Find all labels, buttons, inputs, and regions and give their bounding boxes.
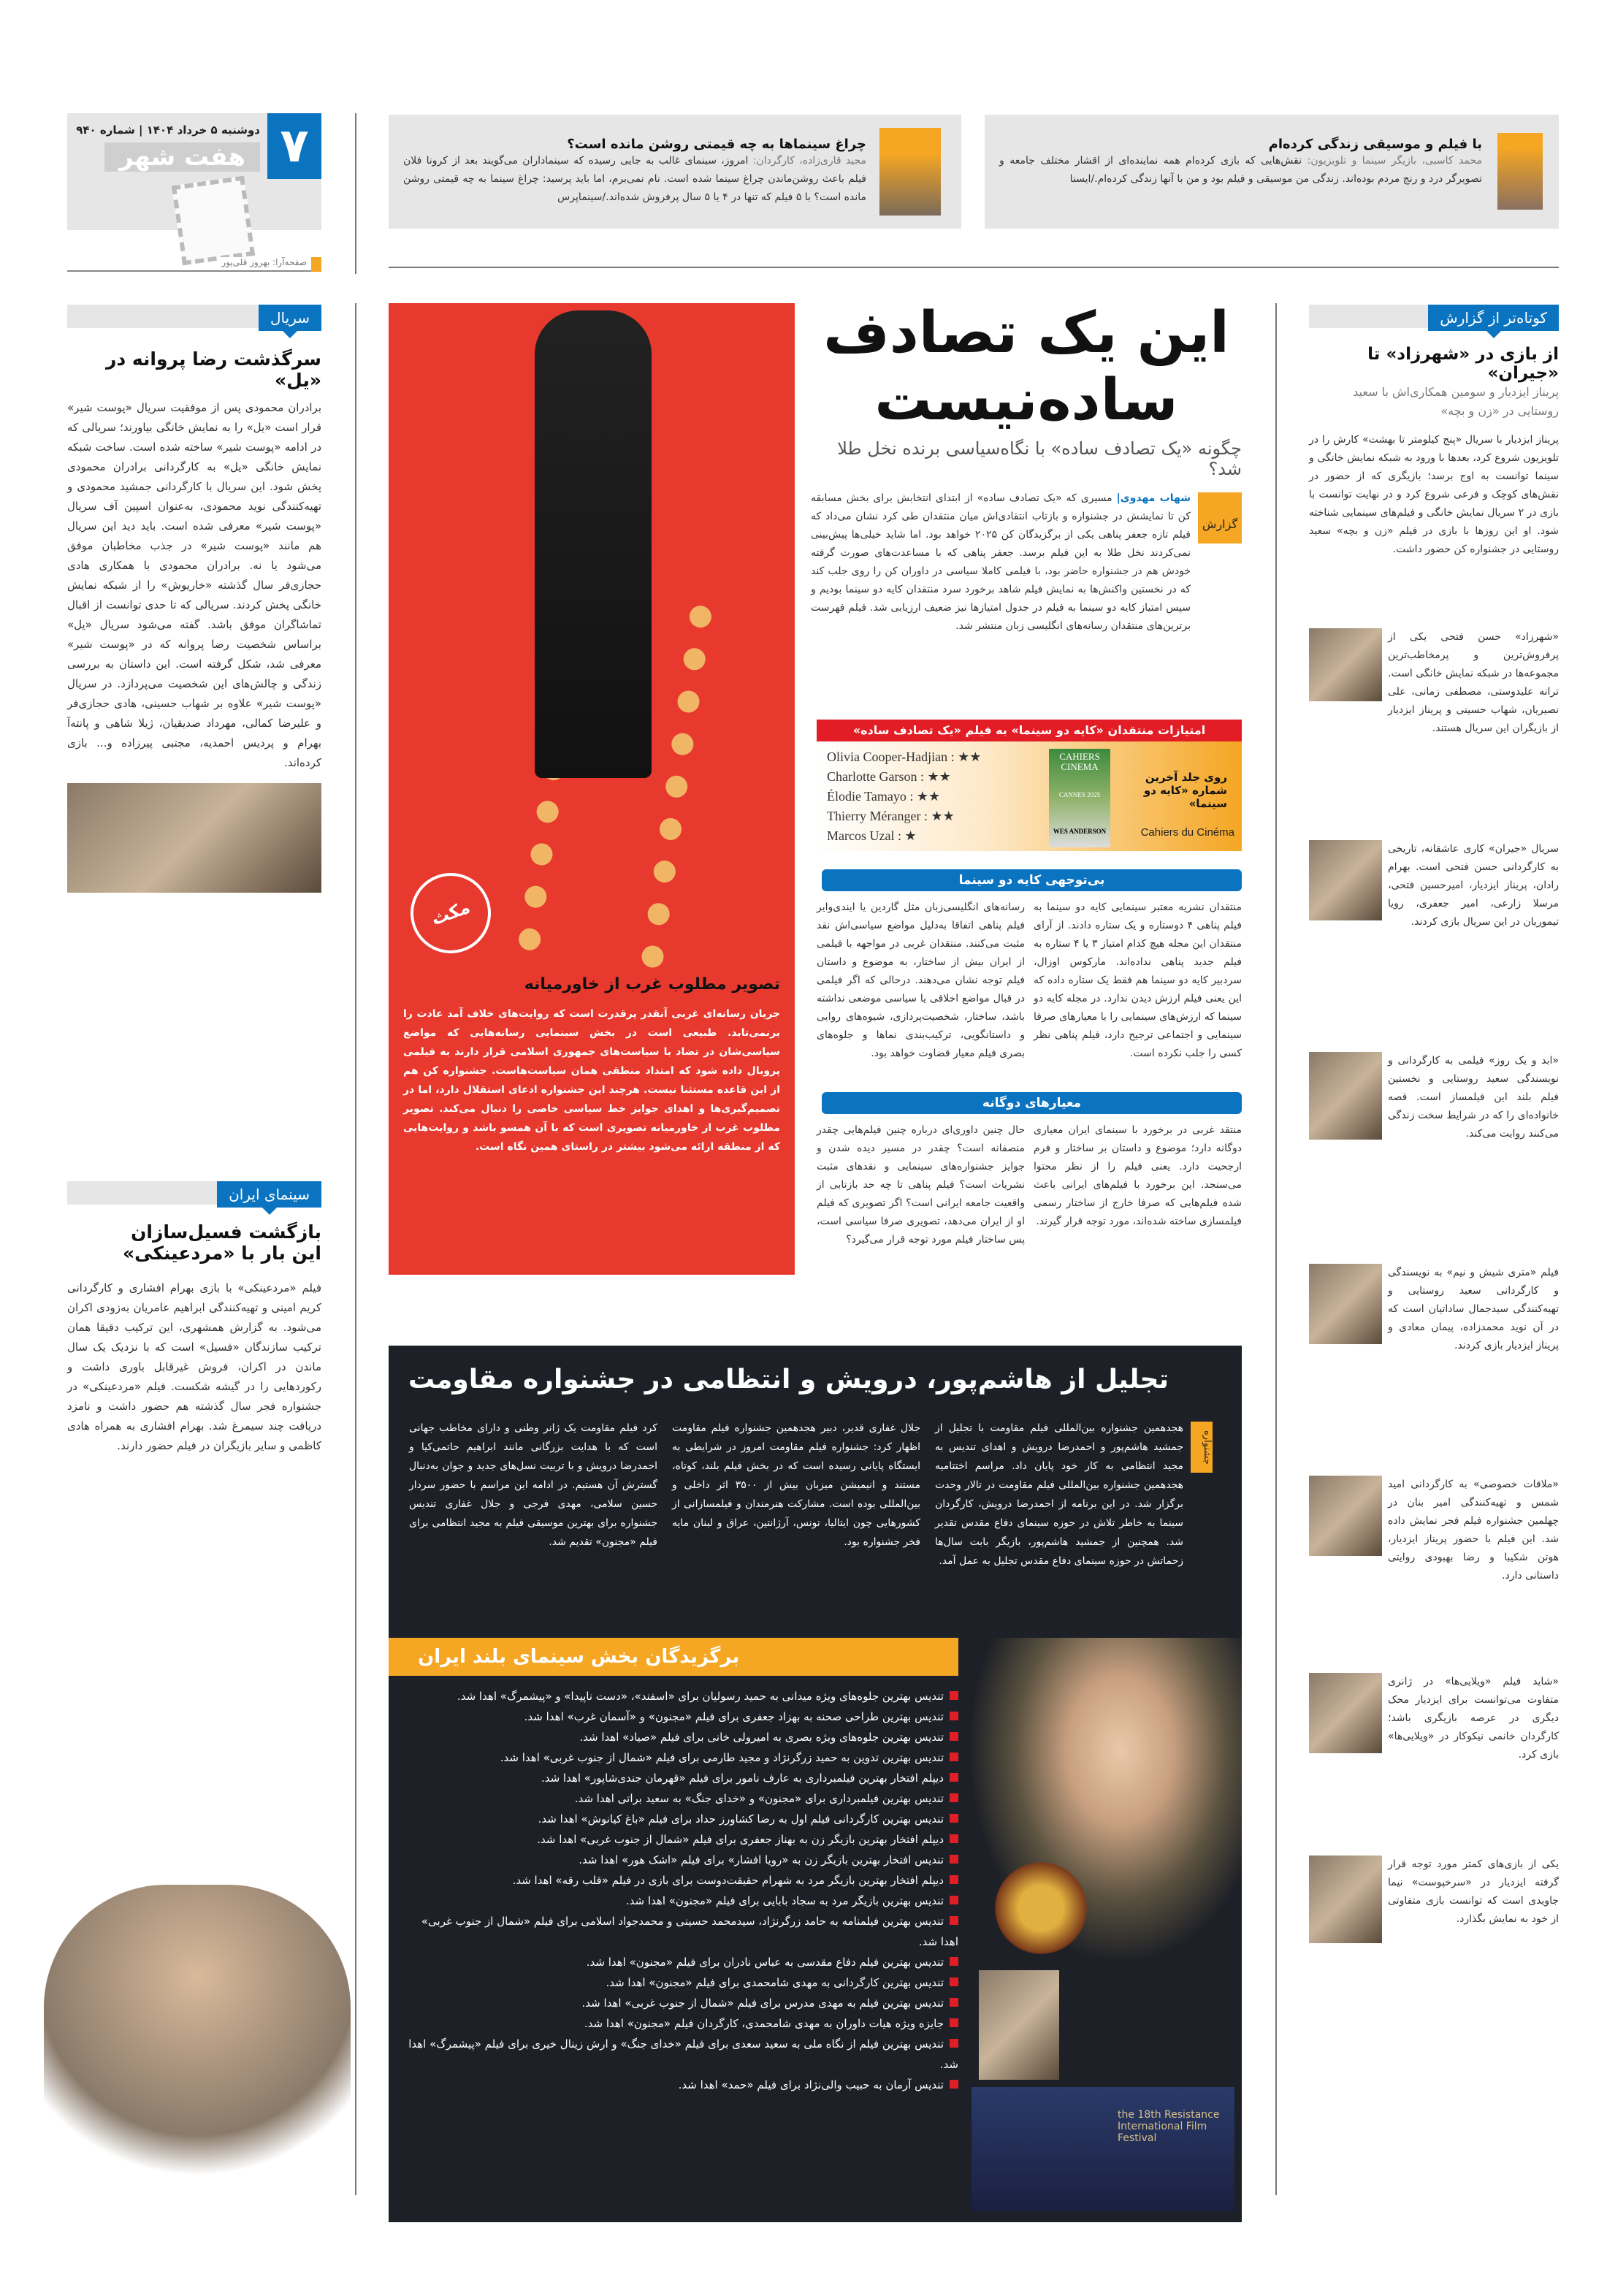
section-tag: کوتاه‌تر از گزارش: [1428, 305, 1559, 331]
winner-item: تندیس بهترین فیلم به مهدی مدرس برای فیلم «شمال از جنوب غربی» اهدا شد.: [403, 1993, 958, 2013]
izadyar-article: کوتاه‌تر از گزارش از بازی در «شهرزاد» تا «جیران» پریناز ایزدیار و سومین همکاری‌اش با سعید روستایی در «زن و بچه» پریناز ایزدیار با سریال «پنج کیلومتر تا بهشت» کارش را در تلویزیون شروع کرد، بعدها با ورود به شبکه نمایش خانگی و سینما توانست به اوج برسد؛ بازیگری که از حضور در نقش‌های کوچک و فرعی شروع کرد و در نهایت توانست با بازی در ۲ سریال نمایش خانگی و فیلم‌های سینمایی شناخته شود. او این روزها با بازی در فیلم «زن و بچه» سعید روستایی در جشنواره کن حضور داشت.: [1309, 305, 1559, 559]
winners-title: برگزیدگان بخش سینمای بلند ایران: [389, 1638, 958, 1676]
jury-portrait-photo: [979, 1970, 1059, 2080]
report-tag: گزارش: [1198, 492, 1242, 544]
winner-item: دیپلم افتخار بهترین بازیگر زن به بهناز جعفری برای فیلم «شمال از جنوب غربی» اهدا شد.: [403, 1829, 958, 1850]
section-tag: سریال: [259, 305, 321, 331]
film-item: یکی از بازی‌های کمتر مورد توجه قرار گرفته ایزدیار در «سرخپوست» نیما جاویدی است که توانست بازی متفاوتی از خود به نمایش بگذارد.: [1309, 1856, 1559, 1972]
winner-item: تندیس بهترین بازیگر مرد به سجاد بابایی برای فیلم «مجنون» اهدا شد.: [403, 1891, 958, 1911]
award-winners-group-photo: the 18th Resistance International Film Festival: [972, 2087, 1234, 2211]
winner-item: تندیس بهترین طراحی صحنه به بهزاد جعفری برای فیلم «مجنون» و «آسمان غرب» اهدا شد.: [403, 1706, 958, 1727]
makas-stamp: مکث: [400, 862, 503, 965]
festival-article: تجلیل از هاشم‌پور، درویش و انتظامی در جشنواره مقاومت جشنواره هجدهمین جشنواره بین‌المللی فیلم مقاومت با تجلیل از جمشید هاشم‌پور و احمدرضا درویش و اهدای تندیس به مجید انتظامی به کار خود پایان داد. مراسم اختتامیه هجدهمین جشنواره بین‌المللی فیلم مقاومت در تالار وحدت برگزار شد. در این برنامه از احمدرضا درویش، کارگردان سینما به خاطر تلاش در حوزه سینمای دفاع مقدس تقدیر شد. همچنین از جمشید هاشم‌پور، بازیگر بابت سال‌ها زحماتش در حوزه سینمای دفاع مقدس تجلیل به عمل آمد. جلال غفاری قدیر، دبیر هجدهمین جشنواره فیلم مقاومت اظهار کرد: جشنواره فیلم مقاومت امروز در شرایطی به ایستگاه پایانی رسیده است که در بخش فیلم بلند، کوتاه، مستند و انیمیشن میزبان بیش از ۳۵۰۰ اثر داخلی و بین‌المللی بوده است. مشارکت هنرمندان و فیلمسازانی از کشورهایی چون ایتالیا، تونس، آرژانتین، عراق و لبنان مایه فخر جشنواره بود. کرد فیلم مقاومت یک ژانر وطنی و دارای مخاطب جهانی است که با هدایت بزرگانی مانند ابراهیم حاتمی‌کیا و احمدرضا درویش و با تربیت نسل‌های جدید و جوان به‌دنبال گسترش آن هستیم. در ادامه این مراسم با حضور سردار حسین سلامی، مهدی فرجی و جلال غفاری تندیس جشنواره برای بهترین موسیقی فیلم به مجید انتظامی برای فیلم «مجنون» تقدیم شد. برگزیدگان بخش سینمای بلند ایران تندیس بهترین جلوه‌های ویژه میدانی به حمید رسولیان برای «اسفند»، «دست ناپیدا» و «پیشمرگ» اهدا شد. تندیس بهترین طراحی صحنه به بهزاد جعفری برای فیلم «مجنون» و «آسمان غرب» اهدا شد. تندیس بهترین جلوه‌های ویژه بصری به امیرولی خانی برای فیلم «صیاد» اهدا شد. تندیس بهترین تدوین به حمید زرگرنژاد و مجید طارمی برای فیلم «شمال از جنوب غربی» اهدا شد. دیپلم افتخار بهترین فیلمبرداری به عارف نامور برای فیلم «قهرمان جندی‌شاپور» اهدا شد. تندیس بهترین فیلمبرداری برای «مجنون» و «خدای جنگ» به سعید براتی اهدا شد. تندیس بهترین کارگردانی فیلم اول به رضا کشاورز حداد برای فیلم «باغ کیانوش» اهدا شد. دیپلم افتخار بهترین بازیگر زن به بهناز جعفری برای فیلم «شمال از جنوب غربی» اهدا شد. تندیس افتخار بهترین بازیگر زن به «رویا افشار» برای فیلم «اشک هور» اهدا شد. دیپلم افتخار بهترین بازیگر مرد به شهرام حقیقت‌دوست برای بازی در فیلم «قلب رقه» اهدا شد. تندیس بهترین بازیگر مرد به سجاد بابایی برای فیلم «مجنون» اهدا شد. تندیس بهترین فیلمنامه به حامد زرگرنژاد، سیدمحمد حسینی و محمدجواد اسلامی برای فیلم «شمال از جنوب غربی» اهدا شد. تندیس بهترین فیلم دفاع مقدسی به عباس نادران برای فیلم «مجنون» اهدا شد. تندیس بهترین کارگردانی به مهدی شامحمدی برای فیلم «مجنون» اهدا شد. تندیس بهترین فیلم به مهدی مدرس برای فیلم «شمال از جنوب غربی» اهدا شد. جایزه ویژه هیات داوران به مهدی شامحمدی، کارگردان فیلم «مجنون» اهدا شد. تندیس بهترین فیلم از نگاه ملی به سعید سعدی برای فیلم «خدای جنگ» و ارش زینال خیری برای فیلم «پیشمرگ» اهدا شد. تندیس آرمان به حبیب والی‌نژاد برای فیلم «حمد» اهدا شد. the 18th Resistance International Film Festival: [389, 1346, 1242, 2222]
box-header: معیارهای دوگانه: [822, 1092, 1242, 1114]
winner-item: تندیس بهترین کارگردانی فیلم اول به رضا کشاورز حداد برای فیلم «باغ کیانوش» اهدا شد.: [403, 1809, 958, 1829]
winner-item: تندیس بهترین جلوه‌های ویژه میدانی به حمید رسولیان برای «اسفند»، «دست ناپیدا» و «پیشمرگ» اهدا شد.: [403, 1686, 958, 1706]
winners-list: [403, 1686, 958, 2095]
winner-item: تندیس بهترین فیلمبرداری برای «مجنون» و «خدای جنگ» به سعید براتی اهدا شد.: [403, 1788, 958, 1809]
film-item: «ابد و یک روز» فیلمی به کارگردانی و نویسندگی سعید روستایی و نخستین فیلم بلند این فیلمساز است. قصه خانواده‌ای را که در شرایط سخت زندگی می‌کنند روایت می‌کند.: [1309, 1052, 1559, 1264]
film-item: «ملاقات خصوصی» به کارگردانی امید شمس و تهیه‌کنندگی امیر بنان در چهلمین جشنواره فیلم فجر نمایش داده شد. این فیلم با حضور پریناز ایزدیار، هوتن شکیبا و رضا بهبودی روایتی داستانی دارد.: [1309, 1476, 1559, 1673]
winner-item: تندیس بهترین جلوه‌های ویژه بصری به امیرولی خانی برای فیلم «صیاد» اهدا شد.: [403, 1727, 958, 1747]
critic-row: Olivia Cooper-Hadjian : ★★: [827, 750, 982, 764]
film-strip-logo-icon: [172, 176, 255, 266]
winner-item: تندیس بهترین تدوین به حمید زرگرنژاد و مجید طارمی برای فیلم «شمال از جنوب غربی» اهدا شد.: [403, 1747, 958, 1768]
designer-credit: صفحه‌آرا: بهروز قلی‌پور: [67, 257, 321, 272]
actors-photo: [67, 783, 321, 893]
winner-item: تندیس بهترین کارگردانی به مهدی شامحمدی برای فیلم «مجنون» اهدا شد.: [403, 1972, 958, 1993]
critic-row: Thierry Méranger : ★★: [827, 809, 955, 823]
cannes-poster: مکث تصویر مطلوب غرب از خاورمیانه جریان رسانه‌ای غربی آنقدر پرقدرت است که روایت‌های خلاف آمد عادت را برنمی‌تابد. طبیعی است در بخش سینمایی رسانه‌هایی که مواضع سیاسی‌شان در تضاد با سیاست‌های جمهوری اسلامی قرار دارند به فیلمی پروبال داده شود که امتداد منطقی همان سیاست‌هاست. جشنواره کن هم از این قاعده مستثنا نیست. هرچند این جشنواره ادعای استقلال دارد، اما در تصمیم‌گیری‌ها و اهدای جوایز خط سیاسی خاصی را دنبال می‌کند. تصویر مطلوب غرب از خاورمیانه تصویری است که با آن همسو باشد و روایت‌هایی که از منطقه ارائه می‌شود بیشتر در راستای همین نگاه است.: [389, 303, 795, 1275]
magazine-cover: CAHIERS CINEMA CANNES 2025 WES ANDERSON: [1049, 749, 1110, 847]
festival-tag: جشنواره: [1191, 1422, 1213, 1473]
critic-row: Marcos Uzal : ★: [827, 828, 917, 843]
critics-list: [827, 747, 981, 846]
issue-date: دوشنبه ۵ خرداد ۱۴۰۴ | شماره ۹۴۰: [76, 123, 260, 137]
film-item: سریال «جیران» کاری عاشقانه، تاریخی به کارگردانی حسن فتحی است. بهرام رادان، پریناز ایزدیار، امیرحسین فتحی، مرسلا زارعی، امیر جعفری، رویا تیموریان در این سریال بازی کردند.: [1309, 840, 1559, 1052]
page-number: ۷: [267, 113, 321, 179]
main-headline: این یک تصادف: [823, 300, 1229, 366]
section-tag: سینمای ایران: [217, 1181, 321, 1208]
critic-row: Charlotte Garson : ★★: [827, 769, 951, 784]
main-subtitle: چگونه «یک تصادف ساده» با نگاه‌سیاسی برنده نخل طلا شد؟: [837, 438, 1242, 479]
portrait-photo: [879, 128, 941, 216]
divider: [1275, 303, 1277, 2195]
divider: [355, 303, 356, 2195]
main-article: این یک تصادف ساده‌نیست چگونه «یک تصادف ساده» با نگاه‌سیاسی برنده نخل طلا شد؟ گزارش شهاب مهدوی| مسیری که «یک تصادف ساده» از ابتدای انتخابش برای بخش مسابقه کن تا نمایشش در جشنواره و بازتاب انتقادی‌اش میان منتقدان طی کرد نشان می‌داد که فیلم تازه جعفر پناهی یکی از برگزیدگان کن ۲۰۲۵ خواهد بود. اما شاید خیلی‌ها پیش‌بینی نمی‌کردند نخل طلا به این فیلم برسد. جعفر پناهی که با مساعدت‌های صورت گرفته خودش هم در جشنواره حاضر بود، با فیلمی کاملا سیاسی در داوران کن را روی جلب کند که در نخستین واکنش‌ها به نمایش فیلم شاهد برخورد سرد منتقدان کایه دو سینما بودیم و سپس امتیاز کایه دو سینما به فیلم در جدول امتیازها نیز ضعیف ارزیابی شد. فیلم فهرست برترین‌های منتقدان رسانه‌های انگلیسی زبان منتشر شد.: [811, 300, 1242, 632]
divider: [355, 113, 356, 274]
winner-item: دیپلم افتخار بهترین بازیگر مرد به شهرام حقیقت‌دوست برای بازی در فیلم «قلب رقه» اهدا شد.: [403, 1870, 958, 1891]
winner-item: تندیس بهترین فیلم از نگاه ملی به سعید سعدی برای فیلم «خدای جنگ» و ارش زینال خیری برای فیلم «پیشمرگ» اهدا شد.: [408, 2037, 958, 2071]
winner-item: تندیس بهترین فیلم دفاع مقدسی به عباس نادران برای فیلم «مجنون» اهدا شد.: [403, 1952, 958, 1972]
winner-item: تندیس بهترین فیلمنامه به حامد زرگرنژاد، سیدمحمد حسینی و محمدجواد اسلامی برای فیلم «شمال از جنوب غربی» اهدا شد.: [421, 1915, 958, 1948]
serial-article: سریال سرگذشت رضا پروانه در «یل» برادران محمودی پس از موفقیت سریال «پوست شیر» قرار است «یل» را به نمایش خانگی بیاورند؛ سریالی که در ادامه «پوست شیر» ساخته شده است. ساخت شبکه نمایش خانگی «یل» به کارگردانی برادران محمودی پخش شود. این سریال با کارگردانی جمشید محمودی و تهیه‌کنندگی نوید محمودی، به‌عنوان اسپین آف سریال «پوست شیر» معرفی شده است. باید دید این سریال هم مانند «پوست شیر» در جذب مخاطبان موفق می‌شود یا نه. برادران محمودی با همکاری هادی حجازی‌فر سال گذشته «خاریوش» را از شبکه نمایش خانگی پخش کردند. سریالی که تا حدی توانست از اقبال تماشاگران موفق باشد. گفته می‌شود سریال «یل» براساس شخصیت رضا پروانه که در «پوست شیر» معرفی شد، شکل گرفته است. این داستان به بررسی زندگی و چالش‌های این شخصیت می‌پردازد. در سریال «پوست شیر» علاوه بر شهاب حسینی، هادی حجازی‌فر و علیرضا کمالی، مهرداد صدیقیان، ژیلا شاهی و پانته‌آ بهرام و پردیس احمدیه، مجتبی پیرزاده و... بازی کرده‌اند.: [67, 305, 321, 893]
critics-ratings-box: امتیازات منتقدان «کایه دو سینما» به فیلم «یک تصادف ساده» Olivia Cooper-Hadjian : ★★ Charlotte Garson : ★★ Élodie Tamayo : ★★ Thierry Méranger : ★★ Marcos Uzal : ★ CAHIERS CINEMA CANNES 2025 WES ANDERSON روی جلد آخرین شماره «کایه دو سینما» Cahiers du Cinéma: [817, 720, 1242, 851]
box-header: بی‌توجهی کایه دو سینما: [822, 869, 1242, 891]
winner-item: دیپلم افتخار بهترین فیلمبرداری به عارف نامور برای فیلم «قهرمان جندی‌شاپور» اهدا شد.: [403, 1768, 958, 1788]
actor-hand-photo: [44, 1885, 351, 2192]
article-title: سرگذشت رضا پروانه در «یل»: [105, 348, 321, 391]
film-item: فیلم «متری شیش و نیم» به نویسندگی و کارگردانی سعید روستایی و تهیه‌کنندگی سیدجمال ساداتیان است که در آن نوید محمدزاده، پیمان معادی و پریناز ایزدیار بازی کردند.: [1309, 1264, 1559, 1476]
author: شهاب مهدوی|: [1116, 492, 1191, 504]
winner-item: تندیس افتخار بهترین بازیگر زن به «رویا افشار» برای فیلم «اشک هور» اهدا شد.: [403, 1850, 958, 1870]
film-item: «شاید فیلم «ویلایی‌ها» در ژانری متفاوت می‌توانست برای ایزدیار محک دیگری در عرصه بازیگری باشد؛ کارگردان خانمی نیکوکار در «ویلایی‌ها» بازی کرد.: [1309, 1673, 1559, 1856]
quote-box: با فیلم و موسیقی زندگی کرده‌ام محمد کاسبی، بازیگر سینما و تلویزیون: نقش‌هایی که بازی کرده‌ام همه نماینده‌ای از اقشار مختلف جامعه و تصویرگر درد و رنج مردم بوده‌اند. زندگی من موسیقی و فیلم بود و من با آنها زندگی کرده‌ام./ایسنا: [985, 115, 1559, 229]
director-photo: [535, 310, 652, 778]
filmography-list: [1309, 628, 1559, 1972]
quote-box: چراغ سینماها به چه قیمتی روشن مانده است؟ مجید قاری‌زاده، کارگردان: امروز، سینمای غالب به جایی رسیده که سینماداران می‌گویند بعد از کرونا فلان فیلم باعث روشن‌ماندن چراغ سینما شده است. نام نمی‌برم، اما باید پرسید: چراغ سینما به چه قیمتی روشن مانده است؟ با ۵ فیلم که تنها در ۴ یا ۵ سال پرفروش شده‌اند./سینماپرس: [389, 115, 961, 229]
trophy-photo: [986, 1857, 1096, 1959]
critic-row: Élodie Tamayo : ★★: [827, 789, 941, 804]
film-item: «شهرزاد» حسن فتحی یکی از پرفروش‌ترین و پرمخاطب‌ترین مجموعه‌ها در شبکه نمایش خانگی است. ترانه علیدوستی، مصطفی زمانی، علی نصیریان، شهاب حسینی و پریناز ایزدیار از بازیگران این سریال هستند.: [1309, 628, 1559, 840]
winner-item: جایزه ویژه هیات داوران به مهدی شامحمدی، کارگردان فیلم «مجنون» اهدا شد.: [403, 2013, 958, 2034]
winner-item: تندیس آرمان به حبیب والی‌نژاد برای فیلم «حمد» اهدا شد.: [403, 2075, 958, 2095]
portrait-photo: [1497, 133, 1543, 210]
masthead: [67, 113, 321, 230]
section-logo: هفت شهر: [104, 142, 260, 172]
festival-headline: تجلیل از هاشم‌پور، درویش و انتظامی در جشنواره مقاومت: [408, 1365, 1169, 1395]
divider: [389, 267, 1559, 268]
cinema-article: سینمای ایران بازگشت فسیل‌سازان این بار با «مردعینکی» فیلم «مردعینکی» با بازی بهرام افشاری و کارگردانی کریم امینی و تهیه‌کنندگی ابراهیم عامریان به‌زودی اکران می‌شود. به گزارش همشهری، این ترکیب دقیقا همان ترکیب سازندگان «فسیل» است که با نزدیک یک سال ماندن در اکران، فروش غیرقابل باوری داشت و رکورد‌هایی را در گیشه شکست. فیلم «مردعینکی» در جشنواره فجر سال گذشته هم حضور داشت و نامزد دریافت چند سیمرغ شد. بهرام افشاری به همراه هادی کاظمی و سایر بازیگران در فیلم حضور دارند.: [67, 1181, 321, 1456]
